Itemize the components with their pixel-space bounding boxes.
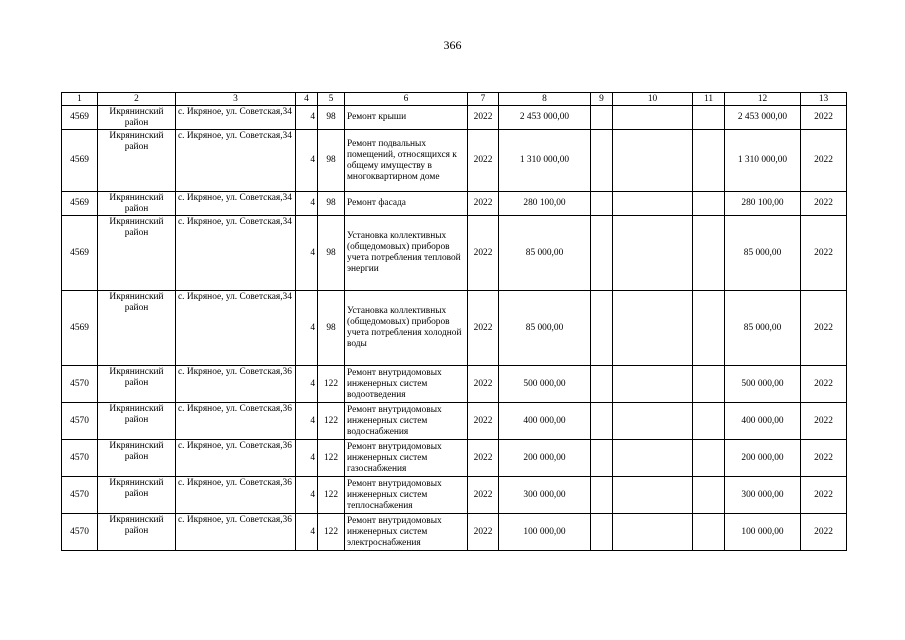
cell-col9 xyxy=(591,403,613,440)
cell-col10 xyxy=(613,291,693,366)
cell-work-type: Ремонт подвальных помещений, относящихся к общему имуществу в многоквартирном доме xyxy=(345,130,468,192)
table-row xyxy=(62,440,847,477)
cell-total-cost: 1 310 000,00 xyxy=(499,130,591,192)
cell-completion-year: 2022 xyxy=(801,440,847,477)
column-number: 9 xyxy=(591,93,613,106)
cell-completion-year: 2022 xyxy=(801,216,847,291)
cell-col10 xyxy=(613,216,693,291)
cell-year: 2022 xyxy=(468,291,499,366)
cell-number: 4570 xyxy=(62,440,98,477)
cell-amount: 280 100,00 xyxy=(725,192,801,216)
cell-col11 xyxy=(693,216,725,291)
cell-col9 xyxy=(591,130,613,192)
cell-work-type: Ремонт внутридомовых инженерных систем теплоснабжения xyxy=(345,477,468,514)
cell-col9 xyxy=(591,106,613,130)
cell-district: Икрянинский район xyxy=(98,216,176,291)
cell-house-number: 98 xyxy=(318,291,345,366)
cell-completion-year: 2022 xyxy=(801,403,847,440)
cell-year: 2022 xyxy=(468,403,499,440)
cell-work-type: Ремонт внутридомовых инженерных систем газоснабжения xyxy=(345,440,468,477)
cell-total-cost: 400 000,00 xyxy=(499,403,591,440)
cell-completion-year: 2022 xyxy=(801,514,847,551)
cell-amount: 85 000,00 xyxy=(725,216,801,291)
cell-year: 2022 xyxy=(468,514,499,551)
cell-col9 xyxy=(591,440,613,477)
cell-year: 2022 xyxy=(468,366,499,403)
column-number: 13 xyxy=(801,93,847,106)
cell-work-type: Ремонт внутридомовых инженерных систем водоснабжения xyxy=(345,403,468,440)
registry-table xyxy=(61,92,847,551)
cell-col9 xyxy=(591,216,613,291)
cell-address: с. Икряное, ул. Советская,36 xyxy=(176,366,296,403)
cell-completion-year: 2022 xyxy=(801,130,847,192)
cell-address: с. Икряное, ул. Советская,34 xyxy=(176,106,296,130)
cell-district: Икрянинский район xyxy=(98,291,176,366)
column-number: 5 xyxy=(318,93,345,106)
column-number: 7 xyxy=(468,93,499,106)
table-row xyxy=(62,403,847,440)
cell-year: 2022 xyxy=(468,440,499,477)
cell-amount: 200 000,00 xyxy=(725,440,801,477)
cell-district: Икрянинский район xyxy=(98,106,176,130)
cell-completion-year: 2022 xyxy=(801,106,847,130)
table-row xyxy=(62,514,847,551)
cell-amount: 1 310 000,00 xyxy=(725,130,801,192)
cell-col10 xyxy=(613,403,693,440)
cell-house-number: 122 xyxy=(318,477,345,514)
cell-building-group: 4 xyxy=(296,514,318,551)
cell-completion-year: 2022 xyxy=(801,192,847,216)
cell-number: 4569 xyxy=(62,192,98,216)
cell-amount: 500 000,00 xyxy=(725,366,801,403)
column-number: 4 xyxy=(296,93,318,106)
cell-number: 4570 xyxy=(62,477,98,514)
cell-col11 xyxy=(693,106,725,130)
cell-number: 4569 xyxy=(62,130,98,192)
table-row xyxy=(62,130,847,192)
cell-col10 xyxy=(613,440,693,477)
column-number: 6 xyxy=(345,93,468,106)
cell-house-number: 98 xyxy=(318,192,345,216)
cell-col11 xyxy=(693,440,725,477)
table-row xyxy=(62,291,847,366)
column-number: 10 xyxy=(613,93,693,106)
cell-col11 xyxy=(693,403,725,440)
cell-building-group: 4 xyxy=(296,366,318,403)
cell-col11 xyxy=(693,366,725,403)
cell-house-number: 98 xyxy=(318,106,345,130)
cell-amount: 85 000,00 xyxy=(725,291,801,366)
cell-col9 xyxy=(591,366,613,403)
cell-address: с. Икряное, ул. Советская,34 xyxy=(176,192,296,216)
cell-work-type: Установка коллективных (общедомовых) приборов учета потребления холодной воды xyxy=(345,291,468,366)
cell-number: 4570 xyxy=(62,403,98,440)
cell-total-cost: 100 000,00 xyxy=(499,514,591,551)
cell-work-type: Ремонт фасада xyxy=(345,192,468,216)
cell-building-group: 4 xyxy=(296,403,318,440)
cell-district: Икрянинский район xyxy=(98,130,176,192)
cell-building-group: 4 xyxy=(296,106,318,130)
cell-completion-year: 2022 xyxy=(801,291,847,366)
cell-amount: 2 453 000,00 xyxy=(725,106,801,130)
cell-address: с. Икряное, ул. Советская,36 xyxy=(176,403,296,440)
cell-total-cost: 85 000,00 xyxy=(499,216,591,291)
cell-building-group: 4 xyxy=(296,291,318,366)
cell-house-number: 98 xyxy=(318,216,345,291)
cell-amount: 100 000,00 xyxy=(725,514,801,551)
cell-house-number: 122 xyxy=(318,366,345,403)
table-row xyxy=(62,477,847,514)
cell-number: 4569 xyxy=(62,291,98,366)
cell-address: с. Икряное, ул. Советская,34 xyxy=(176,216,296,291)
cell-col10 xyxy=(613,514,693,551)
cell-address: с. Икряное, ул. Советская,34 xyxy=(176,130,296,192)
column-number: 2 xyxy=(98,93,176,106)
cell-district: Икрянинский район xyxy=(98,440,176,477)
cell-building-group: 4 xyxy=(296,477,318,514)
cell-year: 2022 xyxy=(468,106,499,130)
cell-work-type: Ремонт крыши xyxy=(345,106,468,130)
table-row xyxy=(62,192,847,216)
cell-house-number: 122 xyxy=(318,514,345,551)
cell-number: 4569 xyxy=(62,106,98,130)
cell-work-type: Ремонт внутридомовых инженерных систем электроснабжения xyxy=(345,514,468,551)
cell-year: 2022 xyxy=(468,130,499,192)
cell-building-group: 4 xyxy=(296,440,318,477)
cell-total-cost: 500 000,00 xyxy=(499,366,591,403)
cell-building-group: 4 xyxy=(296,216,318,291)
cell-district: Икрянинский район xyxy=(98,477,176,514)
column-number: 11 xyxy=(693,93,725,106)
cell-col11 xyxy=(693,514,725,551)
table-row xyxy=(62,106,847,130)
cell-year: 2022 xyxy=(468,192,499,216)
cell-col9 xyxy=(591,514,613,551)
cell-col10 xyxy=(613,130,693,192)
cell-building-group: 4 xyxy=(296,192,318,216)
cell-number: 4569 xyxy=(62,216,98,291)
cell-col9 xyxy=(591,192,613,216)
cell-year: 2022 xyxy=(468,216,499,291)
cell-house-number: 122 xyxy=(318,403,345,440)
cell-work-type: Установка коллективных (общедомовых) приборов учета потребления тепловой энергии xyxy=(345,216,468,291)
cell-col10 xyxy=(613,192,693,216)
cell-completion-year: 2022 xyxy=(801,477,847,514)
cell-col10 xyxy=(613,366,693,403)
column-number: 1 xyxy=(62,93,98,106)
table-body xyxy=(62,93,847,551)
column-number: 3 xyxy=(176,93,296,106)
cell-district: Икрянинский район xyxy=(98,366,176,403)
cell-address: с. Икряное, ул. Советская,36 xyxy=(176,477,296,514)
page-number: 366 xyxy=(443,38,462,52)
cell-col9 xyxy=(591,477,613,514)
cell-col11 xyxy=(693,192,725,216)
column-number-row xyxy=(62,93,847,106)
cell-completion-year: 2022 xyxy=(801,366,847,403)
cell-total-cost: 200 000,00 xyxy=(499,440,591,477)
cell-work-type: Ремонт внутридомовых инженерных систем водоотведения xyxy=(345,366,468,403)
cell-total-cost: 280 100,00 xyxy=(499,192,591,216)
table-row xyxy=(62,366,847,403)
cell-amount: 300 000,00 xyxy=(725,477,801,514)
cell-number: 4570 xyxy=(62,366,98,403)
cell-address: с. Икряное, ул. Советская,36 xyxy=(176,514,296,551)
cell-number: 4570 xyxy=(62,514,98,551)
cell-amount: 400 000,00 xyxy=(725,403,801,440)
cell-building-group: 4 xyxy=(296,130,318,192)
cell-year: 2022 xyxy=(468,477,499,514)
column-number: 8 xyxy=(499,93,591,106)
cell-district: Икрянинский район xyxy=(98,403,176,440)
cell-col11 xyxy=(693,477,725,514)
column-number: 12 xyxy=(725,93,801,106)
table-row xyxy=(62,216,847,291)
cell-total-cost: 2 453 000,00 xyxy=(499,106,591,130)
cell-address: с. Икряное, ул. Советская,36 xyxy=(176,440,296,477)
cell-col10 xyxy=(613,477,693,514)
cell-total-cost: 85 000,00 xyxy=(499,291,591,366)
cell-address: с. Икряное, ул. Советская,34 xyxy=(176,291,296,366)
cell-district: Икрянинский район xyxy=(98,192,176,216)
cell-col11 xyxy=(693,291,725,366)
cell-total-cost: 300 000,00 xyxy=(499,477,591,514)
cell-col9 xyxy=(591,291,613,366)
cell-house-number: 98 xyxy=(318,130,345,192)
cell-col11 xyxy=(693,130,725,192)
cell-house-number: 122 xyxy=(318,440,345,477)
cell-district: Икрянинский район xyxy=(98,514,176,551)
cell-col10 xyxy=(613,106,693,130)
